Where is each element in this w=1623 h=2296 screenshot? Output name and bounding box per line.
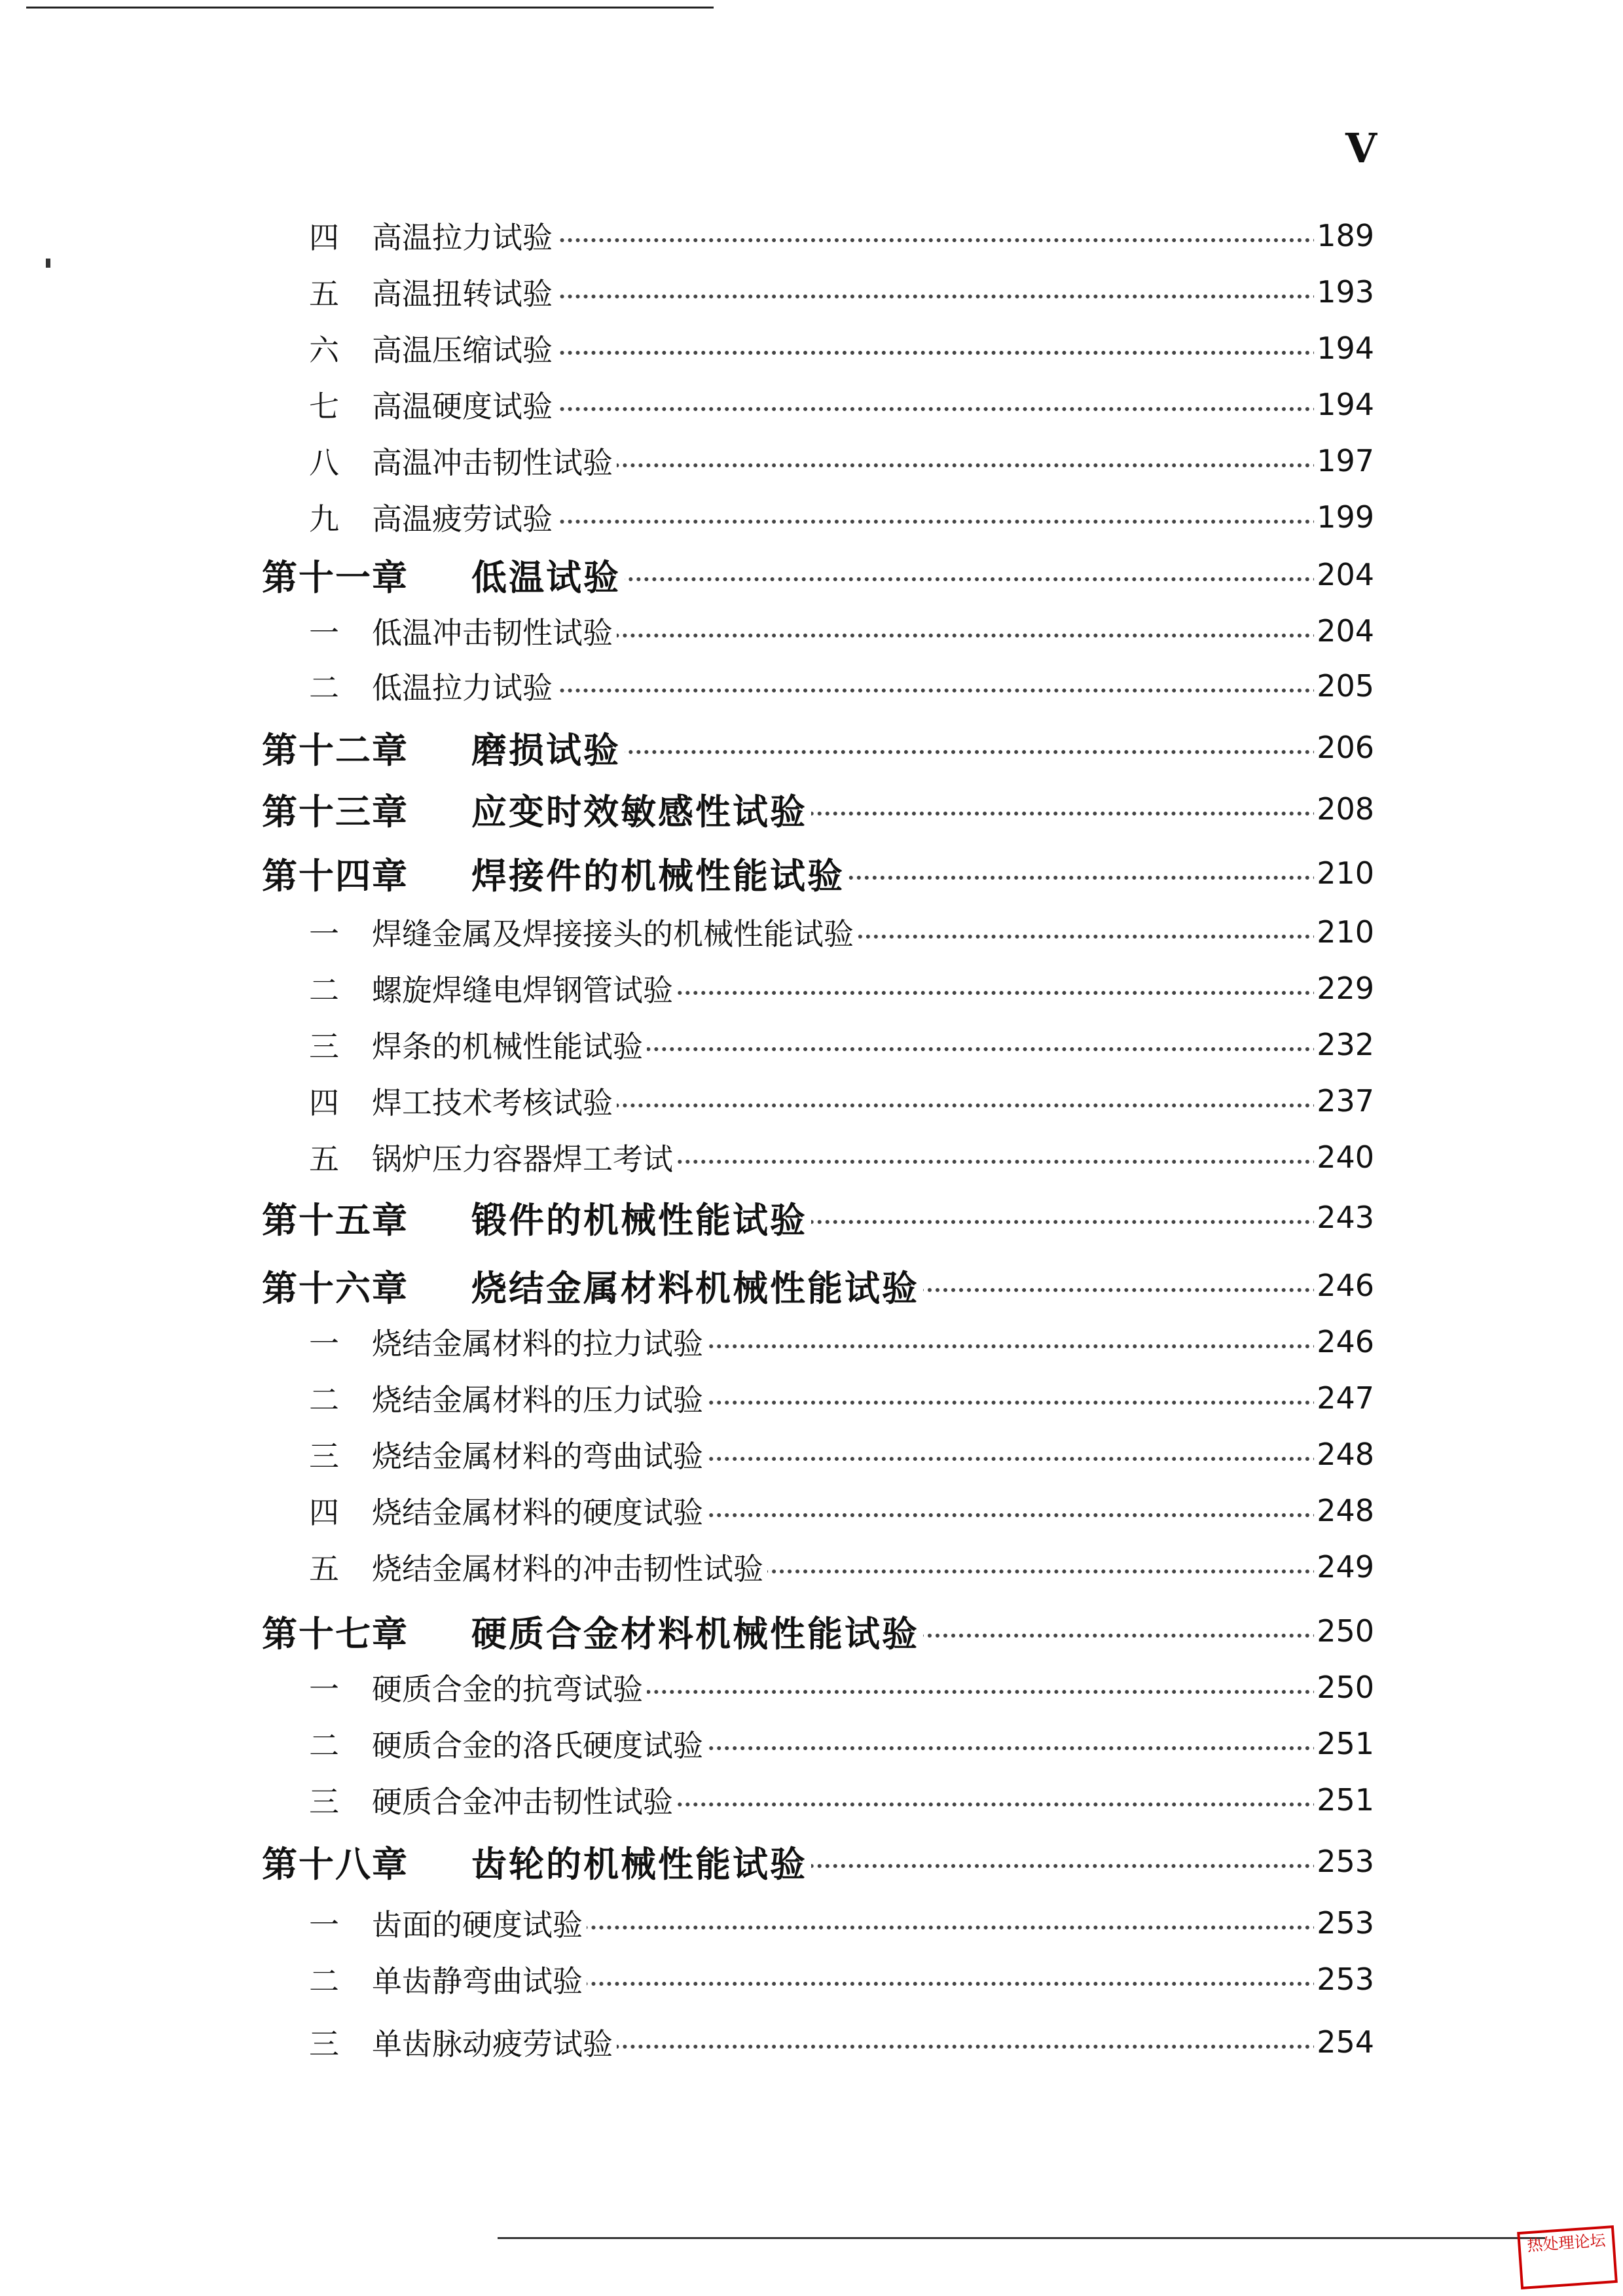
chapter-title: 硬质合金材料机械性能试验 xyxy=(471,1606,923,1657)
toc-section-row xyxy=(0,209,1623,262)
chapter-title: 齿轮的机械性能试验 xyxy=(471,1837,811,1887)
page-ref: 251 xyxy=(1314,1726,1374,1761)
toc-section-row xyxy=(0,378,1623,431)
toc-section-row xyxy=(0,906,1623,958)
page-ref: 248 xyxy=(1314,1437,1374,1472)
page-ref: 232 xyxy=(1314,1027,1374,1062)
section-number: 一 xyxy=(309,916,339,952)
page-ref: 246 xyxy=(1314,1324,1374,1359)
page-ref: 240 xyxy=(1314,1139,1374,1175)
page-ref: 248 xyxy=(1314,1493,1374,1528)
page-ref: 253 xyxy=(1314,1844,1374,1879)
toc-section-row xyxy=(0,1075,1623,1127)
section-title: 螺旋焊缝电焊钢管试验 xyxy=(372,967,677,1010)
chapter-number: 第十七章 xyxy=(262,1606,409,1657)
page-ref: 210 xyxy=(1314,914,1374,950)
toc-chapter-row xyxy=(0,1259,1623,1312)
page-ref: 229 xyxy=(1314,971,1374,1006)
page-number: Ⅴ xyxy=(1345,124,1379,172)
toc-section-row xyxy=(0,1372,1623,1424)
chapter-number: 第十四章 xyxy=(262,848,409,899)
page-ref: 249 xyxy=(1314,1549,1374,1585)
toc-chapter-row xyxy=(0,1191,1623,1244)
section-number: 一 xyxy=(309,1672,339,1707)
section-number: 二 xyxy=(309,670,339,706)
page-ref: 237 xyxy=(1314,1083,1374,1119)
section-title: 硬质合金冲击韧性试验 xyxy=(372,1778,677,1821)
page-ref: 253 xyxy=(1314,1905,1374,1941)
toc-section-row xyxy=(0,1774,1623,1826)
section-number: 三 xyxy=(309,2026,339,2062)
section-number: 三 xyxy=(309,1784,339,1820)
chapter-title: 烧结金属材料机械性能试验 xyxy=(471,1261,923,1311)
toc-chapter-row xyxy=(0,721,1623,774)
section-title: 高温疲劳试验 xyxy=(372,495,556,539)
section-title: 烧结金属材料的拉力试验 xyxy=(372,1320,707,1363)
toc-chapter-row xyxy=(0,548,1623,601)
page-ref: 251 xyxy=(1314,1782,1374,1818)
chapter-title: 应变时效敏感性试验 xyxy=(471,784,811,834)
toc-section-row xyxy=(0,1541,1623,1593)
section-number: 八 xyxy=(309,445,339,480)
section-title: 锅炉压力容器焊工考试 xyxy=(372,1136,677,1179)
section-title: 齿面的硬度试验 xyxy=(372,1901,587,1945)
stamp-text: 热处理论坛 xyxy=(1526,2231,1607,2255)
chapter-title: 焊接件的机械性能试验 xyxy=(471,848,848,899)
section-number: 二 xyxy=(309,973,339,1008)
chapter-number: 第十一章 xyxy=(262,550,409,600)
section-title: 烧结金属材料的硬度试验 xyxy=(372,1489,707,1532)
page-ref: 204 xyxy=(1314,613,1374,649)
section-number: 五 xyxy=(309,276,339,312)
toc-section-row xyxy=(0,1717,1623,1770)
page-ref: 210 xyxy=(1314,855,1374,891)
page-ref: 208 xyxy=(1314,791,1374,827)
section-title: 烧结金属材料的冲击韧性试验 xyxy=(372,1545,767,1588)
section-number: 三 xyxy=(309,1439,339,1474)
section-title: 低温拉力试验 xyxy=(372,664,556,708)
toc-section-row xyxy=(0,1018,1623,1071)
section-number: 一 xyxy=(309,1907,339,1943)
chapter-title: 磨损试验 xyxy=(471,723,625,773)
chapter-title: 锻件的机械性能试验 xyxy=(471,1193,811,1243)
section-number: 四 xyxy=(309,1085,339,1121)
page-ref: 197 xyxy=(1314,443,1374,478)
section-title: 烧结金属材料的弯曲试验 xyxy=(372,1433,707,1476)
section-number: 三 xyxy=(309,1029,339,1064)
section-title: 单齿脉动疲劳试验 xyxy=(372,2020,617,2064)
section-number: 二 xyxy=(309,1728,339,1763)
page-ref: 204 xyxy=(1314,557,1374,592)
toc-section-row xyxy=(0,491,1623,543)
section-number: 九 xyxy=(309,501,339,537)
page-ref: 246 xyxy=(1314,1268,1374,1303)
section-title: 高温硬度试验 xyxy=(372,383,556,426)
section-title: 焊缝金属及焊接接头的机械性能试验 xyxy=(372,910,858,954)
chapter-number: 第十三章 xyxy=(262,784,409,834)
section-title: 低温冲击韧性试验 xyxy=(372,609,617,653)
section-title: 烧结金属材料的压力试验 xyxy=(372,1376,707,1420)
section-number: 七 xyxy=(309,389,339,424)
section-number: 二 xyxy=(309,1382,339,1418)
toc-section-row xyxy=(0,1131,1623,1183)
toc-chapter-row xyxy=(0,847,1623,899)
page-ref: 205 xyxy=(1314,668,1374,704)
page-ref: 254 xyxy=(1314,2024,1374,2060)
chapter-number: 第十二章 xyxy=(262,723,409,773)
toc-chapter-row xyxy=(0,783,1623,835)
section-title: 高温拉力试验 xyxy=(372,214,556,257)
page-ref: 194 xyxy=(1314,331,1374,366)
toc-section-row xyxy=(0,660,1623,712)
toc-section-row xyxy=(0,322,1623,374)
page-ref: 193 xyxy=(1314,274,1374,310)
section-title: 高温压缩试验 xyxy=(372,327,556,370)
section-number: 五 xyxy=(309,1551,339,1587)
section-number: 五 xyxy=(309,1141,339,1177)
section-title: 焊条的机械性能试验 xyxy=(372,1023,647,1066)
section-title: 高温扭转试验 xyxy=(372,270,556,314)
section-title: 单齿静弯曲试验 xyxy=(372,1958,587,2001)
watermark-stamp xyxy=(1517,2225,1618,2289)
page-ref: 199 xyxy=(1314,499,1374,535)
page-ref: 206 xyxy=(1314,730,1374,765)
toc-section-row xyxy=(0,2016,1623,2068)
toc-section-row xyxy=(0,435,1623,487)
page-ref: 250 xyxy=(1314,1613,1374,1649)
toc-section-row xyxy=(0,1428,1623,1480)
section-title: 焊工技术考核试验 xyxy=(372,1079,617,1122)
toc-section-row xyxy=(0,1661,1623,1713)
toc-section-row xyxy=(0,1897,1623,1949)
page-ref: 250 xyxy=(1314,1670,1374,1705)
section-number: 二 xyxy=(309,1964,339,1999)
page-ref: 189 xyxy=(1314,218,1374,253)
section-title: 高温冲击韧性试验 xyxy=(372,439,617,482)
page-ref: 194 xyxy=(1314,387,1374,422)
toc-section-row xyxy=(0,605,1623,657)
chapter-number: 第十八章 xyxy=(262,1837,409,1887)
toc-section-row xyxy=(0,1484,1623,1537)
section-number: 四 xyxy=(309,1495,339,1530)
section-number: 六 xyxy=(309,332,339,368)
toc-chapter-row xyxy=(0,1605,1623,1657)
top-rule xyxy=(26,7,714,9)
chapter-title: 低温试验 xyxy=(471,550,625,600)
section-title: 硬质合金的洛氏硬度试验 xyxy=(372,1722,707,1765)
toc-section-row xyxy=(0,1953,1623,2005)
toc-section-row xyxy=(0,962,1623,1014)
bottom-rule xyxy=(498,2237,1545,2239)
toc-chapter-row xyxy=(0,1835,1623,1888)
section-number: 一 xyxy=(309,615,339,651)
chapter-number: 第十六章 xyxy=(262,1261,409,1311)
chapter-number: 第十五章 xyxy=(262,1193,409,1243)
page-ref: 247 xyxy=(1314,1380,1374,1416)
section-title: 硬质合金的抗弯试验 xyxy=(372,1666,647,1709)
page-ref: 243 xyxy=(1314,1200,1374,1235)
section-number: 一 xyxy=(309,1326,339,1361)
toc-section-row xyxy=(0,1316,1623,1368)
section-number: 四 xyxy=(309,220,339,255)
page-ref: 253 xyxy=(1314,1962,1374,1997)
toc-section-row xyxy=(0,266,1623,318)
